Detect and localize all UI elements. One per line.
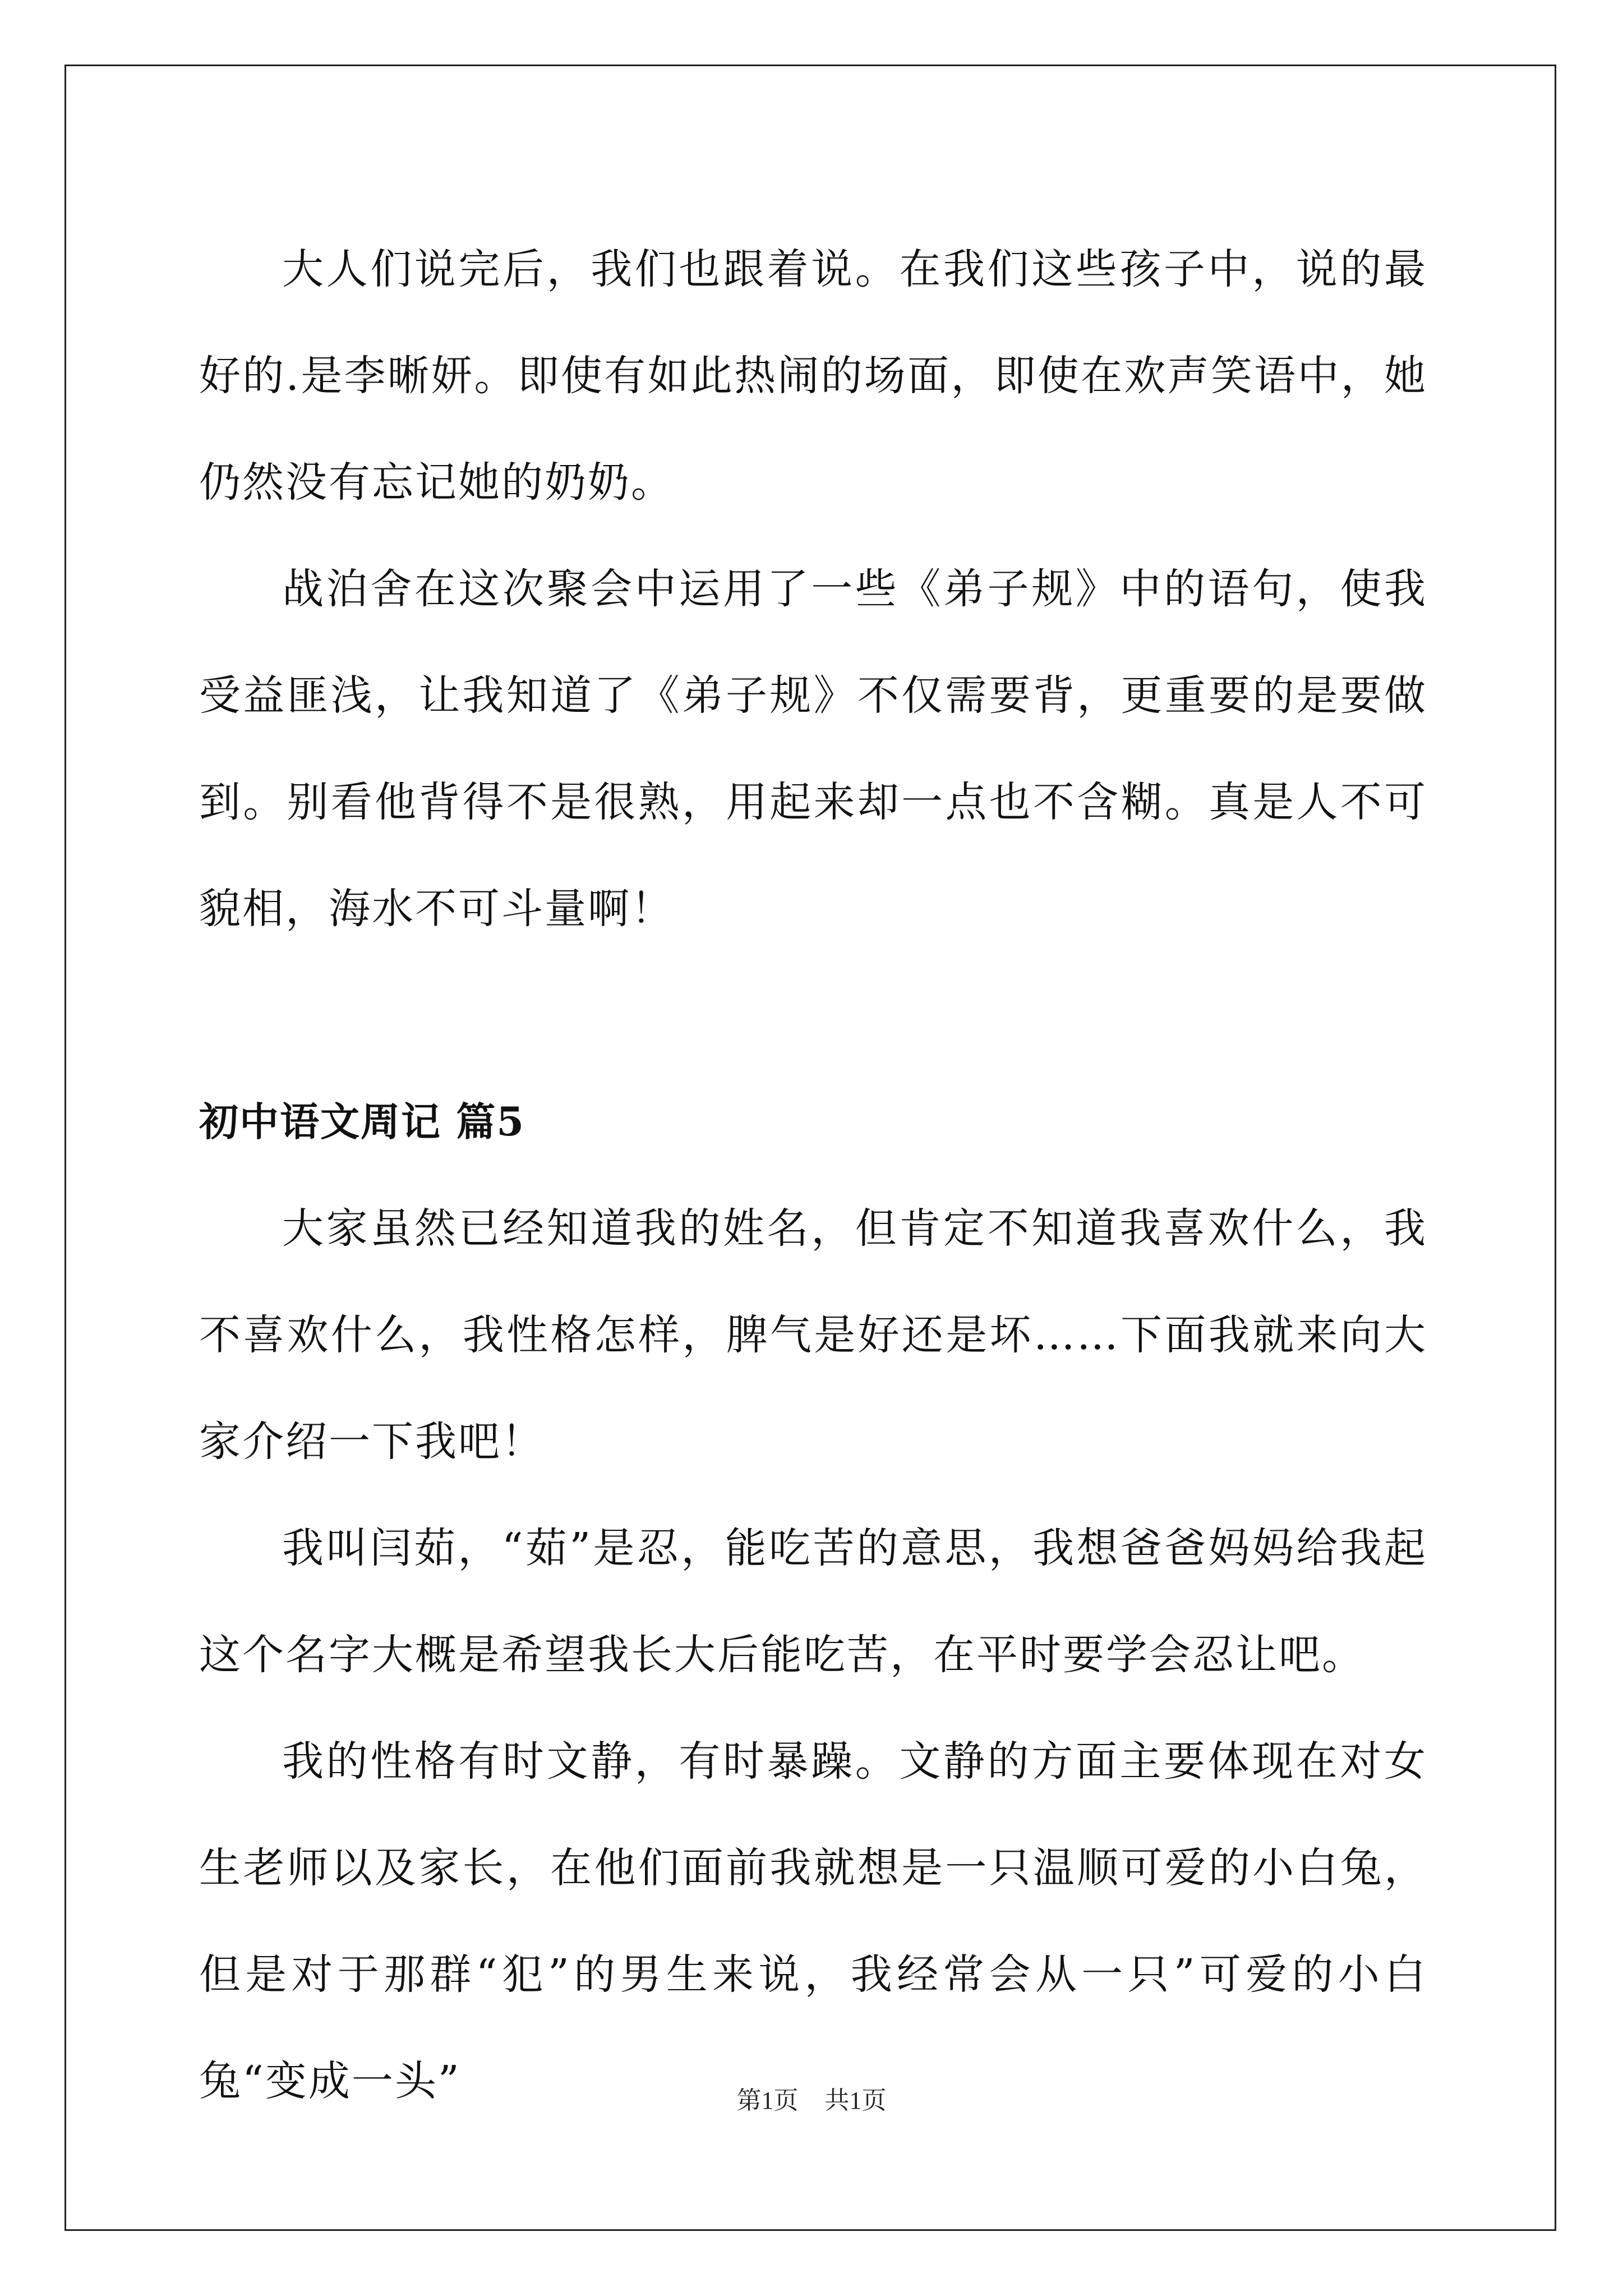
- section-gap: [199, 962, 1427, 1069]
- page-total: 共1页: [824, 2087, 887, 2114]
- page-footer: [0, 2084, 1623, 2118]
- paragraph: 大人们说完后，我们也跟着说。在我们这些孩子中，说的最好的.是李晰妍。即使有如此热闹的场面，即使在欢声笑语中，她仍然没有忘记她的奶奶。: [199, 245, 1427, 507]
- paragraph: 我的性格有时文静，有时暴躁。文静的方面主要体现在对女生老师以及家长，在他们面前我就想是一只温顺可爱的小白兔，但是对于那群“犯”的男生来说，我经常会从一只”可爱的小白兔“变成一头”: [199, 1737, 1427, 2105]
- paragraph: 大家虽然已经知道我的姓名，但肯定不知道我喜欢什么，我不喜欢什么，我性格怎样，脾气是好还是坏……下面我就来向大家介绍一下我吧！: [199, 1204, 1427, 1466]
- paragraph: 我叫闫茹，“茹”是忍，能吃苦的意思，我想爸爸妈妈给我起这个名字大概是希望我长大后能吃苦，在平时要学会忍让吧。: [199, 1524, 1427, 1679]
- paragraph: 战泊舍在这次聚会中运用了一些《弟子规》中的语句，使我受益匪浅，让我知道了《弟子规》不仅需要背，更重要的是要做到。别看他背得不是很熟，用起来却一点也不含糊。真是人不可貌相，海水不可斗量啊！: [199, 565, 1427, 933]
- page-number: 第1页: [736, 2087, 799, 2114]
- document-body: [199, 216, 1427, 2134]
- section-title: 初中语文周记 篇5: [199, 1098, 525, 1145]
